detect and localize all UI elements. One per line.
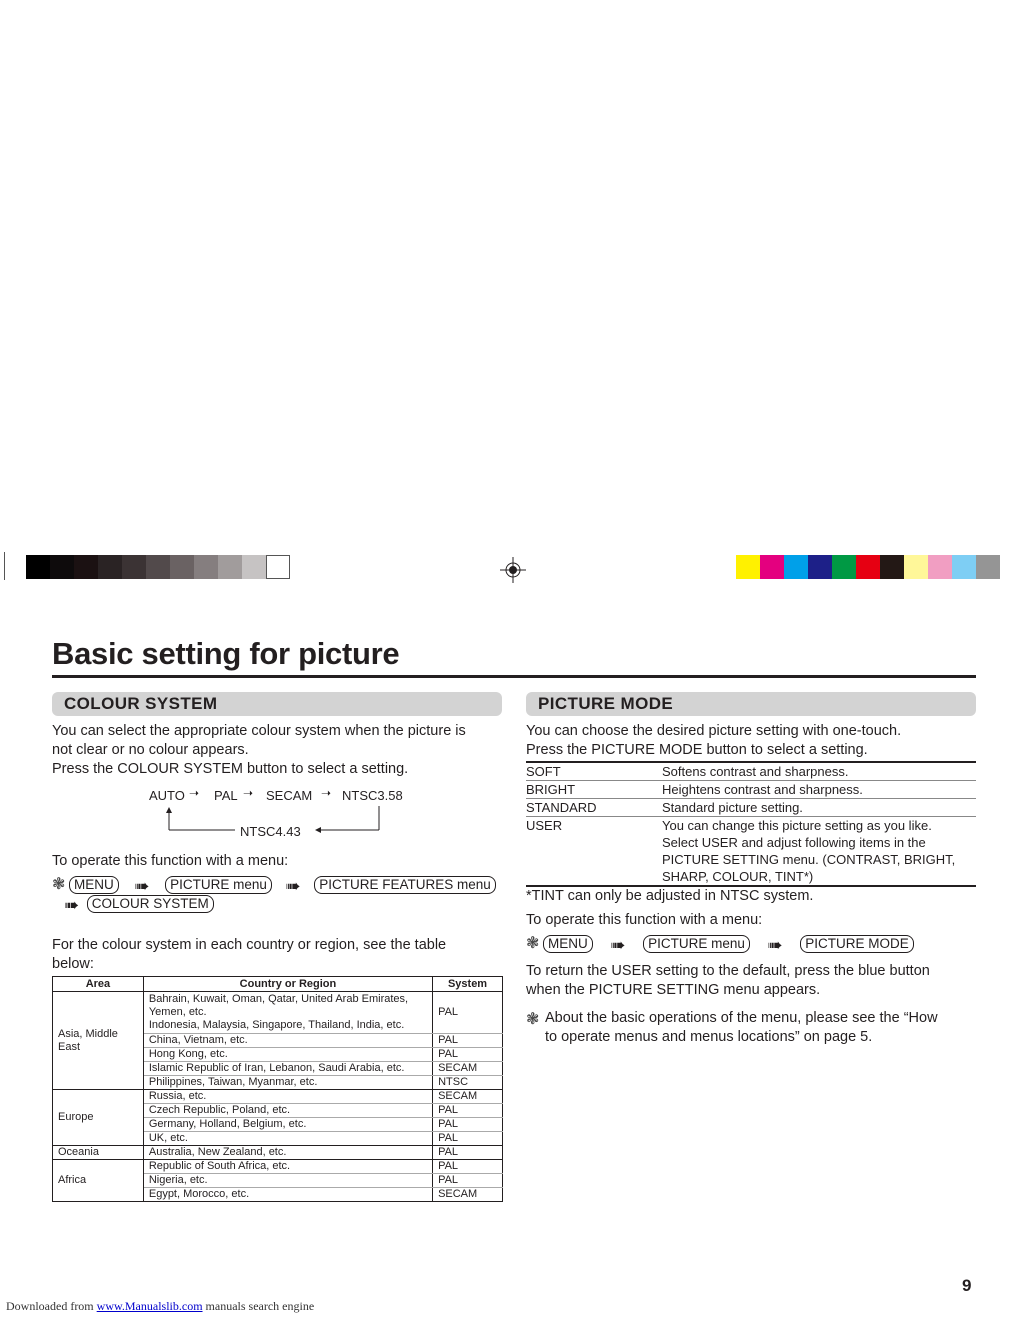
mode-row-standard [526,799,976,817]
gray-scale-bar [26,555,290,579]
colour-system-heading: COLOUR SYSTEM [52,692,502,716]
area-cell-europe: Europe [53,1090,144,1146]
return-user-1: To return the USER setting to the default, press the blue button [526,963,930,979]
color-swatch [832,555,856,579]
title-rule [52,675,976,678]
picture-mode-pill: PICTURE MODE [800,935,914,953]
region-cell: China, Vietnam, etc. [143,1034,432,1048]
note-star-icon: ❃ [52,876,66,893]
system-cell: PAL [433,1160,503,1174]
table-intro-2: below: [52,956,94,972]
colour-system-intro-1: You can select the appropriate colour system when the picture is [52,723,466,739]
header-region: Country or Region [143,977,432,992]
mode-desc: Standard picture setting. [662,800,803,815]
area-asia-line-2: East [58,1040,81,1053]
picture-mode-intro-2: Press the PICTURE MODE button to select a setting. [526,742,868,758]
mode-row-soft [526,761,976,781]
arrow-right-icon: ➠ [134,875,150,896]
mode-row-bright [526,781,976,799]
picture-menu-pill: PICTURE menu [165,876,272,894]
region-cell [143,992,432,1034]
color-swatch [98,555,122,579]
region-line: Bahrain, Kuwait, Oman, Qatar, United Arab Emirates, [148,993,409,1005]
footer-suffix: manuals search engine [202,1299,315,1313]
system-cell: NTSC [433,1076,503,1090]
system-cell: PAL [433,992,503,1034]
mode-desc: Softens contrast and sharpness. [662,764,849,779]
colour-system-intro-3: Press the COLOUR SYSTEM button to select a setting. [52,761,409,777]
system-cell: SECAM [433,1062,503,1076]
colour-system-menu-path [52,874,496,894]
about-menu-1: About the basic operations of the menu, please see the “How [545,1010,938,1026]
mode-name: STANDARD [526,800,597,815]
colour-system-cycle-diagram [149,788,419,840]
cycle-ntsc443: NTSC4.43 [240,824,301,839]
color-swatch [784,555,808,579]
color-swatch [218,555,242,579]
return-user-2: when the PICTURE SETTING menu appears. [526,982,821,998]
mode-desc: Heightens contrast and sharpness. [662,782,863,797]
picture-mode-table [526,761,976,887]
picture-menu-pill: PICTURE menu [643,935,750,953]
menu-pill: MENU [543,935,593,953]
crop-mark [4,552,5,580]
color-swatch [736,555,760,579]
region-cell: Hong Kong, etc. [143,1048,432,1062]
color-swatch [194,555,218,579]
mode-row-user [526,817,976,887]
color-swatch [170,555,194,579]
table-row [53,1160,503,1174]
page-title: Basic setting for picture [52,636,400,671]
region-cell: Australia, New Zealand, etc. [143,1146,432,1160]
colour-system-menu-path-2 [64,895,214,913]
region-line: Yemen, etc. [148,1006,207,1018]
region-cell: Egypt, Morocco, etc. [143,1188,432,1202]
area-asia-line-1: Asia, Middle [58,1027,118,1040]
region-cell: Germany, Holland, Belgium, etc. [143,1118,432,1132]
region-cell: Philippines, Taiwan, Myanmar, etc. [143,1076,432,1090]
system-cell: PAL [433,1132,503,1146]
color-swatch [880,555,904,579]
page-number: 9 [962,1276,972,1295]
tint-note: *TINT can only be adjusted in NTSC system. [526,888,814,904]
color-swatch [808,555,832,579]
picture-features-menu-pill: PICTURE FEATURES menu [314,876,496,894]
header-area: Area [53,977,144,992]
picture-mode-intro-1: You can choose the desired picture setting with one-touch. [526,723,902,739]
area-cell-oceania: Oceania [53,1146,144,1160]
colour-system-menu-intro: To operate this function with a menu: [52,853,289,869]
table-row [53,1146,503,1160]
note-star-icon: ❃ [526,1011,540,1028]
mode-desc [662,817,976,885]
colour-system-country-table [52,976,503,1202]
picture-mode-menu-path [526,933,914,953]
color-swatch [50,555,74,579]
color-swatch [122,555,146,579]
mode-desc-line: Select USER and adjust following items in the [662,835,926,850]
cycle-ntsc358: NTSC3.58 [342,788,403,803]
mode-name: SOFT [526,764,561,779]
table-row [53,1090,503,1104]
region-cell: Nigeria, etc. [143,1174,432,1188]
manualslib-link[interactable]: www.Manualslib.com [96,1299,203,1313]
colour-system-pill: COLOUR SYSTEM [87,895,214,913]
color-swatch [952,555,976,579]
system-cell: PAL [433,1104,503,1118]
mode-desc-line: PICTURE SETTING menu. (CONTRAST, BRIGHT, [662,852,956,867]
arrow-right-icon: ➝ [243,786,254,800]
picture-mode-menu-intro: To operate this function with a menu: [526,912,763,928]
color-swatch [904,555,928,579]
registration-mark-icon [500,557,526,583]
mode-name: USER [526,818,563,833]
mode-name: BRIGHT [526,782,576,797]
color-bar [736,555,1000,579]
color-swatch [74,555,98,579]
arrow-right-icon: ➠ [64,894,80,915]
cycle-secam: SECAM [266,788,313,803]
colour-system-intro-2: not clear or no colour appears. [52,742,249,758]
color-swatch [266,555,290,579]
download-footer [6,1299,314,1314]
footer-prefix: Downloaded from [6,1299,97,1313]
table-header-row [53,977,503,992]
color-swatch [760,555,784,579]
arrow-right-icon: ➠ [767,934,783,955]
color-swatch [146,555,170,579]
picture-mode-heading: PICTURE MODE [526,692,976,716]
system-cell: SECAM [433,1090,503,1104]
color-swatch [928,555,952,579]
color-swatch [976,555,1000,579]
arrow-right-icon: ➝ [321,786,332,800]
menu-pill: MENU [69,876,119,894]
mode-desc-line: SHARP, COLOUR, TINT*) [662,869,814,884]
region-cell: UK, etc. [143,1132,432,1146]
table-intro-1: For the colour system in each country or region, see the table [52,937,447,953]
arrow-right-icon: ➠ [610,934,626,955]
system-cell: SECAM [433,1188,503,1202]
arrow-right-icon: ➠ [285,875,301,896]
area-cell-africa: Africa [53,1160,144,1202]
system-cell: PAL [433,1118,503,1132]
system-cell: PAL [433,1034,503,1048]
system-cell: PAL [433,1048,503,1062]
mode-desc-line: You can change this picture setting as you like. [662,818,932,833]
region-line: Indonesia, Malaysia, Singapore, Thailand, India, etc. [148,1019,405,1031]
system-cell: PAL [433,1174,503,1188]
region-cell: Russia, etc. [143,1090,432,1104]
color-swatch [856,555,880,579]
arrow-right-icon: ➝ [189,786,200,800]
about-menu-2: to operate menus and menus locations” on page 5. [545,1029,873,1045]
region-cell: Czech Republic, Poland, etc. [143,1104,432,1118]
region-cell: Republic of South Africa, etc. [143,1160,432,1174]
cycle-auto: AUTO [149,788,185,803]
color-swatch [242,555,266,579]
cycle-pal: PAL [214,788,238,803]
table-row [53,992,503,1034]
region-cell: Islamic Republic of Iran, Lebanon, Saudi Arabia, etc. [143,1062,432,1076]
system-cell: PAL [433,1146,503,1160]
header-system: System [433,977,503,992]
area-cell-asia [53,992,144,1090]
color-swatch [26,555,50,579]
note-star-icon: ❃ [526,935,540,952]
